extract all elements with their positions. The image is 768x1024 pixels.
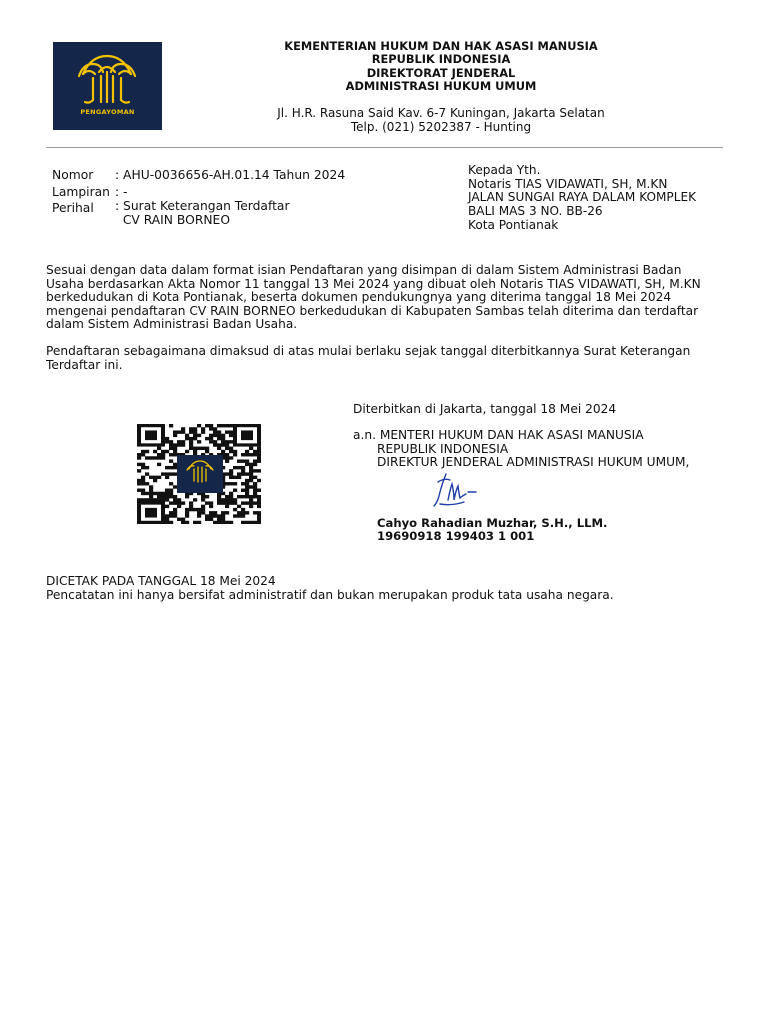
body-line: berkedudukan di Kota Pontianak, beserta dokumen pendukungnya yang diterima tanggal 18 Mei 2024 <box>46 290 672 305</box>
logo-text: PENGAYOMAN <box>80 108 135 116</box>
qr-center-logo <box>177 455 223 493</box>
recipient-name: Notaris TIAS VIDAWATI, SH, M.KN <box>468 176 668 191</box>
recipient-block <box>468 164 696 233</box>
letter-body <box>46 264 726 385</box>
letter-meta <box>52 167 345 227</box>
directorate-name: DIREKTORAT JENDERAL <box>366 65 516 80</box>
directorate-subname: ADMINISTRASI HUKUM UMUM <box>345 78 537 93</box>
signature-block <box>353 403 689 469</box>
signer-block <box>377 517 607 544</box>
nomor-value: : AHU-0036656-AH.01.14 Tahun 2024 <box>115 168 346 182</box>
pengayoman-tree-icon <box>53 42 162 130</box>
signer-name: Cahyo Rahadian Muzhar, S.H., LLM. <box>377 516 608 530</box>
perihal-company: CV RAIN BORNEO <box>115 212 231 227</box>
perihal-label: Perihal <box>52 201 94 215</box>
director-general-line: DIREKTUR JENDERAL ADMINISTRASI HUKUM UMUM, <box>377 454 690 469</box>
recipient-city: Kota Pontianak <box>468 217 559 232</box>
recipient-salutation: Kepada Yth. <box>468 163 541 177</box>
pengayoman-tree-icon <box>177 455 223 493</box>
handwritten-signature <box>432 470 482 510</box>
body-line: Sesuai dengan data dalam format isian Pendaftaran yang disimpan di dalam Sistem Administrasi Badan <box>46 263 682 277</box>
letterhead <box>175 40 707 134</box>
pengayoman-logo <box>53 42 162 130</box>
nomor-label: Nomor <box>52 168 94 182</box>
country-name: REPUBLIK INDONESIA <box>371 52 511 67</box>
republic-line: REPUBLIK INDONESIA <box>377 441 509 456</box>
office-phone: Telp. (021) 5202387 - Hunting <box>350 120 532 135</box>
body-paragraph-1 <box>46 264 726 332</box>
body-line: mengenai pendaftaran CV RAIN BORNEO berkedudukan di Kabupaten Sambas telah diterima dan terdaftar <box>46 303 699 318</box>
body-line: Pendaftaran sebagaimana dimaksud di atas mulai berlaku sejak tanggal diterbitkannya Surat Keterangan <box>46 343 691 358</box>
body-paragraph-2 <box>46 345 726 372</box>
print-date: DICETAK PADA TANGGAL 18 Mei 2024 <box>46 574 276 588</box>
on-behalf-line: a.n. MENTERI HUKUM DAN HAK ASASI MANUSIA <box>353 428 644 443</box>
body-line: Usaha berdasarkan Akta Nomor 11 tanggal 13 Mei 2024 yang dibuat oleh Notaris TIAS VIDAWATI, SH, M.KN <box>46 276 701 291</box>
body-line: dalam Sistem Administrasi Badan Usaha. <box>46 317 298 332</box>
issued-place-date: Diterbitkan di Jakarta, tanggal 18 Mei 2024 <box>353 402 617 416</box>
recipient-address-1: JALAN SUNGAI RAYA DALAM KOMPLEK <box>468 190 697 205</box>
signer-nip: 19690918 199403 1 001 <box>377 529 535 544</box>
perihal-value: : Surat Keterangan Terdaftar <box>115 199 290 213</box>
lampiran-value: : - <box>115 184 128 199</box>
footer <box>46 575 614 602</box>
disclaimer: Pencatatan ini hanya bersifat administratif dan bukan merupakan produk tata usaha negara. <box>46 587 614 602</box>
header-divider <box>46 147 723 148</box>
body-line: Terdaftar ini. <box>46 357 123 372</box>
office-address: Jl. H.R. Rasuna Said Kav. 6-7 Kuningan, Jakarta Selatan <box>277 106 605 121</box>
ministry-name: KEMENTERIAN HUKUM DAN HAK ASASI MANUSIA <box>284 39 598 53</box>
lampiran-label: Lampiran <box>52 184 110 199</box>
recipient-address-2: BALI MAS 3 NO. BB-26 <box>468 204 603 219</box>
